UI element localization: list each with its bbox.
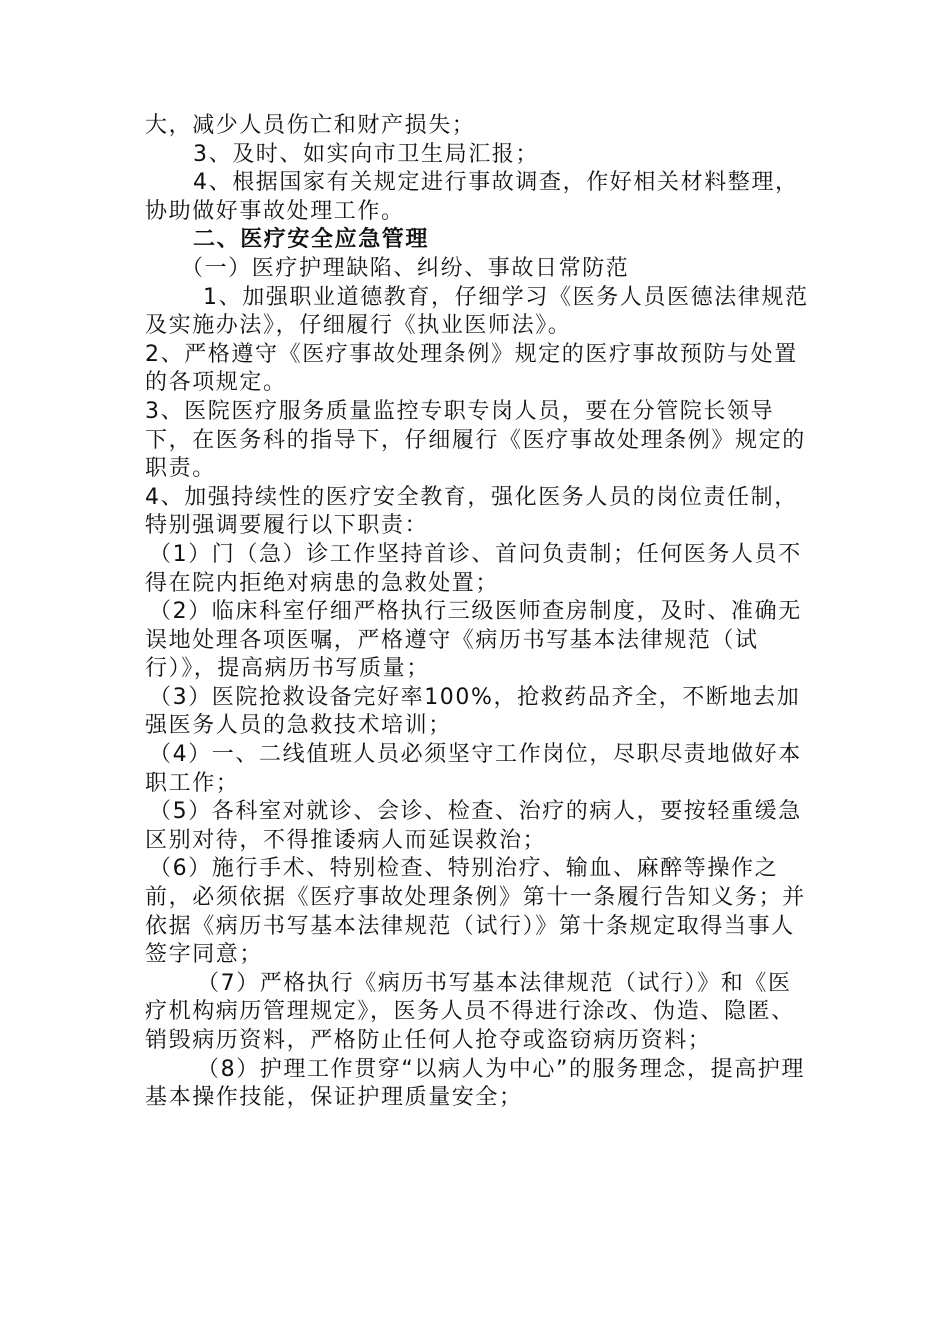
paragraph: 1、加强职业道德教育，仔细学习《医务人员医德法律规范及实施办法》，仔细履行《执业医师法》。 bbox=[145, 284, 809, 339]
paragraph: （一）医疗护理缺陷、纠纷、事故日常防范 bbox=[181, 255, 630, 281]
paragraph: 4、加强持续性的医疗安全教育，强化医务人员的岗位责任制，特别强调要履行以下职责： bbox=[145, 484, 798, 539]
paragraph: （5）各科室对就诊、会诊、检查、治疗的病人，要按轻重缓急区别对待，不得推诿病人而延误救治； bbox=[145, 799, 802, 853]
paragraph: （7）严格执行《病历书写基本法律规范（试行）》和《医疗机构病历管理规定》，医务人员不得进行涂改、伪造、隐匿、销毁病历资料，严格防止任何人抢夺或盗窃病历资料； bbox=[145, 970, 795, 1053]
paragraph: （2）临床科室仔细严格执行三级医师查房制度，及时、准确无误地处理各项医嘱，严格遵守《病历书写基本法律规范（试行）》，提高病历书写质量； bbox=[145, 599, 802, 682]
paragraph: 2、严格遵守《医疗事故处理条例》规定的医疗事故预防与处置的各项规定。 bbox=[145, 341, 798, 396]
paragraph: 4、根据国家有关规定进行事故调查，作好相关材料整理，协助做好事故处理工作。 bbox=[145, 170, 799, 224]
paragraph: 3、及时、如实向市卫生局汇报； bbox=[193, 141, 539, 167]
paragraph: （1）门（急）诊工作坚持首诊、首问负责制；任何医务人员不得在院内拒绝对病患的急救处置； bbox=[145, 541, 802, 596]
paragraph: （4）一、二线值班人员必须坚守工作岗位，尽职尽责地做好本职工作； bbox=[145, 742, 802, 796]
document-body bbox=[145, 112, 810, 1113]
section-heading: 二、医疗安全应急管理 bbox=[193, 227, 430, 253]
paragraph: （3）医院抢救设备完好率100%，抢救药品齐全，不断地去加强医务人员的急救技术培训； bbox=[145, 684, 801, 739]
paragraph: （8）护理工作贯穿“以病人为中心”的服务理念，提高护理基本操作技能，保证护理质量安全； bbox=[145, 1056, 805, 1111]
paragraph: 3、医院医疗服务质量监控专职专岗人员，要在分管院长领导下，在医务科的指导下，仔细履行《医疗事故处理条例》规定的职责。 bbox=[145, 398, 806, 482]
paragraph: （6）施行手术、特别检查、特别治疗、输血、麻醉等操作之前，必须依据《医疗事故处理条例》第十一条履行告知义务；并依据《病历书写基本法律规范（试行）》第十条规定取得当事人签字同意； bbox=[145, 856, 806, 968]
paragraph: 大，减少人员伤亡和财产损失； bbox=[145, 113, 476, 138]
